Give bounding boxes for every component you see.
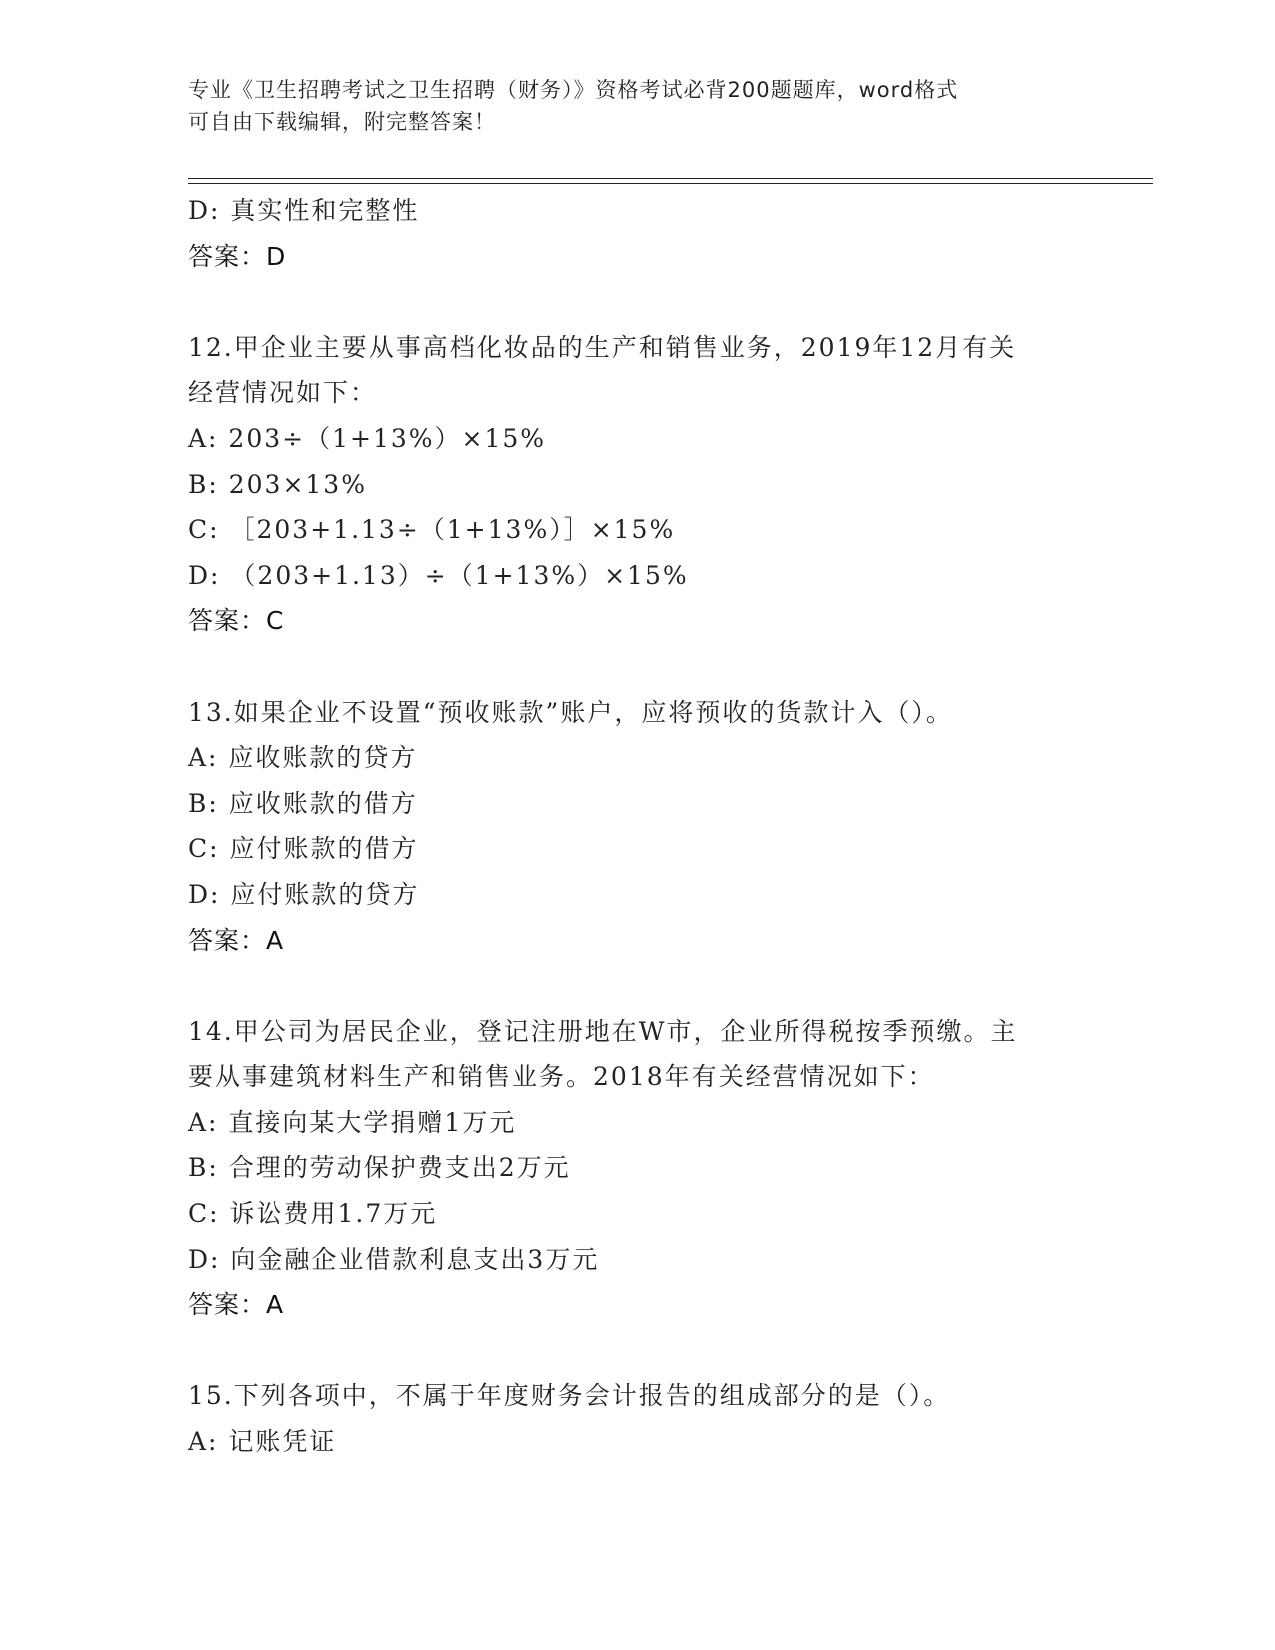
question-stem-line: 15.下列各项中，不属于年度财务会计报告的组成部分的是（）。 [188, 1381, 951, 1411]
option-c: C: ［203+1.13÷（1+13%）］×15% [188, 515, 676, 545]
answer-line: 答案：C [188, 606, 285, 636]
option-b: B: 应收账款的借方 [188, 788, 418, 818]
spacer [188, 279, 1088, 325]
question-stem-line: 14.甲公司为居民企业，登记注册地在W市，企业所得税按季预缴。主 [188, 1016, 1018, 1046]
question-list [188, 188, 1088, 1465]
option-d: D: 向金融企业借款利息支出3万元 [188, 1244, 600, 1274]
option-d: D: 真实性和完整性 [188, 196, 420, 225]
question-stem-line: 要从事建筑材料生产和销售业务。2018年有关经营情况如下： [188, 1062, 935, 1092]
question-14 [188, 1009, 1088, 1328]
question-13 [188, 690, 1088, 964]
question-stem-line: 12.甲企业主要从事高档化妆品的生产和销售业务，2019年12月有关 [188, 332, 1017, 362]
header-line-2: 可自由下载编辑，附完整答案！ [188, 110, 496, 134]
option-c: C: 诉讼费用1.7万元 [188, 1199, 438, 1229]
header-divider-bottom [188, 183, 1153, 184]
option-a: A: 直接向某大学捐赠1万元 [188, 1107, 517, 1137]
question-stem-line: 13.如果企业不设置“预收账款”账户，应将预收的货款计入（）。 [188, 697, 953, 727]
option-a: A: 记账凭证 [188, 1427, 337, 1457]
option-d: D: （203+1.13）÷（1+13%）×15% [188, 560, 689, 590]
spacer [188, 644, 1088, 690]
option-b: B: 合理的劳动保护费支出2万元 [188, 1153, 571, 1183]
header-divider-top [188, 178, 1153, 179]
option-c: C: 应付账款的借方 [188, 834, 419, 864]
spacer [188, 963, 1088, 1009]
previous-question-tail [188, 188, 1088, 279]
option-a: A: 应收账款的贷方 [188, 743, 418, 773]
header-line-1: 专业《卫生招聘考试之卫生招聘（财务）》资格考试必背200题题库，word格式 [188, 78, 959, 102]
answer-line: 答案：D [188, 241, 287, 271]
answer-line: 答案：A [188, 925, 285, 955]
question-stem-line: 经营情况如下： [188, 378, 378, 408]
question-15 [188, 1373, 1088, 1464]
page-header [188, 74, 1068, 138]
option-a: A: 203÷（1+13%）×15% [188, 423, 547, 453]
answer-line: 答案：A [188, 1290, 285, 1320]
question-12 [188, 325, 1088, 644]
spacer [188, 1328, 1088, 1374]
option-d: D: 应付账款的贷方 [188, 879, 420, 909]
option-b: B: 203×13% [188, 469, 367, 499]
